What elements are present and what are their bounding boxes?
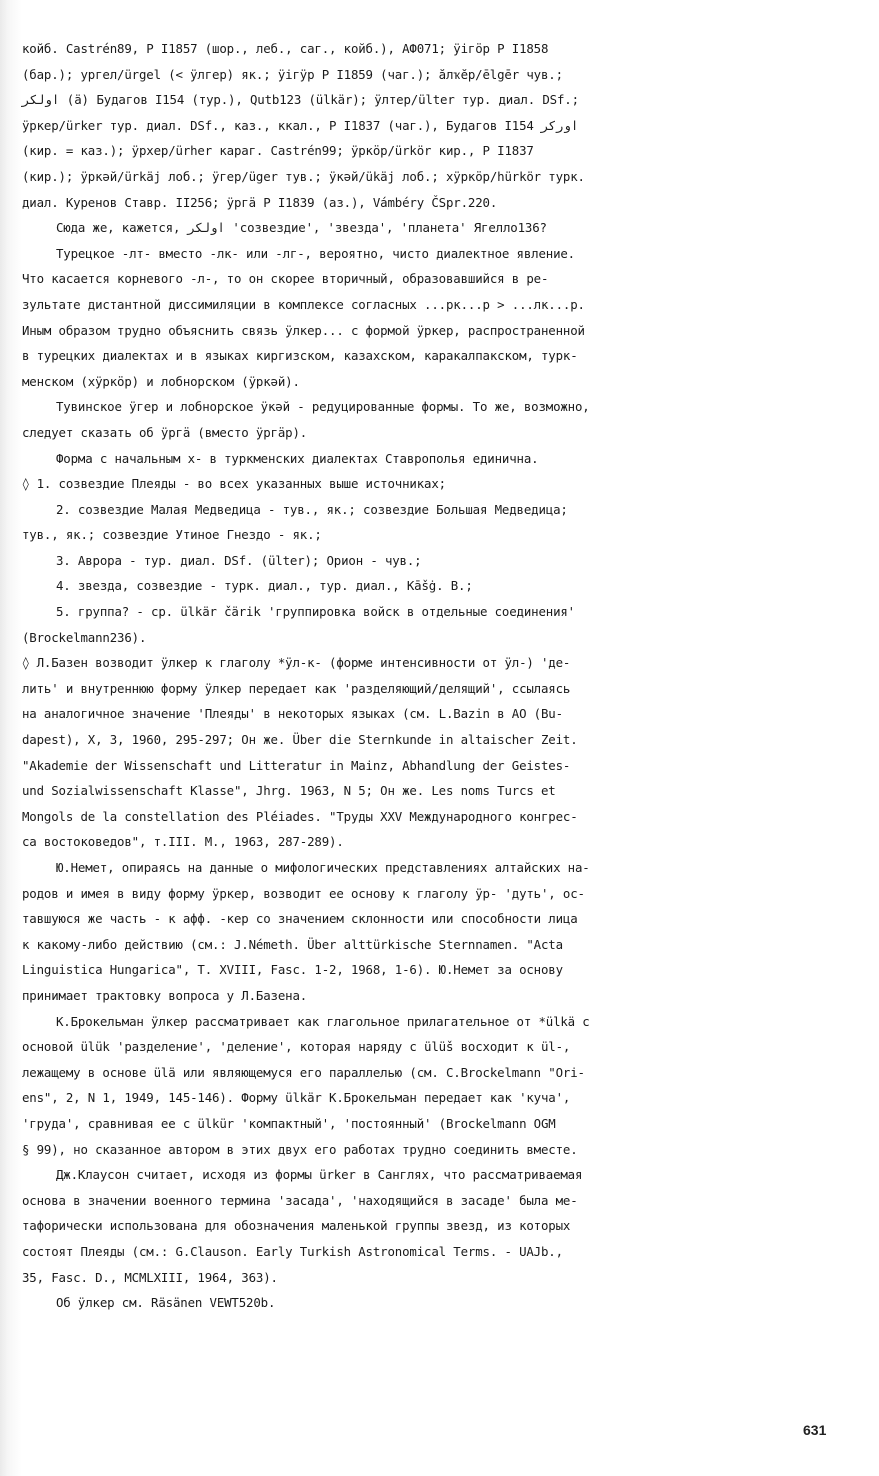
- text-line: принимает трактовку вопроса у Л.Базена.: [22, 987, 308, 1003]
- text-line: ◊ Л.Базен возводит ӱлкер к глаголу *ӱл-к- (форме интенсивности от ӱл-) 'де-: [22, 655, 571, 671]
- text-line: 4. звезда, созвездие - турк. диал., тур. диал., Kāšġ. В.;: [56, 578, 473, 594]
- paragraph: [22, 446, 834, 472]
- paragraph: [22, 1009, 834, 1163]
- text-line: родов и имея в виду форму ӱркер, возводит ее основу к глаголу ӱр- 'дуть', ос-: [22, 885, 585, 901]
- text-line: und Sozialwissenschaft Klasse", Jhrg. 1963, N 5; Он же. Les noms Turcs et: [22, 783, 556, 799]
- document-page: [22, 36, 834, 1316]
- paragraph: [22, 215, 834, 241]
- text-line: са востоковедов", т.III. М., 1963, 287-289).: [22, 834, 344, 850]
- text-line: 5. группа? - ср. ülkär čärik 'группировка войск в отдельные соединения': [56, 604, 575, 620]
- text-line: Linguistica Hungarica", T. XVIII, Fasc. 1-2, 1968, 1-6). Ю.Немет за основу: [22, 962, 563, 978]
- text-line: "Akademie der Wissenschaft und Litteratur in Mainz, Abhandlung der Geistes-: [22, 757, 571, 773]
- text-line: тув., як.; созвездие Утиное Гнездо - як.;: [22, 527, 322, 543]
- text-line: Об ӱлкер см. Räsänen VEWT520b.: [56, 1295, 276, 1311]
- text-line: следует сказать об ӱргӓ (вместо ӱргӓр).: [22, 424, 308, 440]
- paragraph: [22, 548, 834, 574]
- text-line: § 99), но сказанное автором в этих двух его работах трудно соединить вместе.: [22, 1141, 578, 1157]
- text-line: Иным образом трудно объяснить связь ӱлкер... с формой ӱркер, распространенной: [22, 322, 585, 338]
- text-line: dapest), X, 3, 1960, 295-297; Он же. Über die Sternkunde in altaischer Zeit.: [22, 732, 578, 748]
- text-line: (кир.); ӱркәй/ürkäj лоб.; ӱгер/üger тув.; ӱкәй/ükäj лоб.; хӱркӧр/hürkör турк.: [22, 168, 585, 184]
- text-line: лежащему в основе ülä или являющемуся его параллелью (см. C.Brockelmann "Ori-: [22, 1064, 585, 1080]
- text-line: 2. созвездие Малая Медведица - тув., як.; созвездие Большая Медведица;: [56, 501, 568, 517]
- paragraph: [22, 573, 834, 599]
- paragraph: [22, 650, 834, 855]
- paragraph: [22, 1162, 834, 1290]
- text-line: койб. Castrén89, Р I1857 (шор., леб., саг., койб.), АФ071; ӱігӧр Р I1858: [22, 41, 549, 56]
- text-line: зультате дистантной диссимиляции в комплексе согласных ...рк...р > ...лк...р.: [22, 296, 585, 312]
- paragraph: [22, 497, 834, 548]
- text-line: Тувинское ӱгер и лобнорское ӱкәй - редуцированные формы. То же, возможно,: [56, 399, 590, 415]
- text-line: اولکر (ä) Будагов I154 (тур.), Qutb123 (ülkär); ӱлтер/ülter тур. диал. DSf.;: [22, 92, 579, 108]
- text-line: на аналогичное значение 'Плеяды' в некоторых языках (см. L.Bazin в AO (Bu-: [22, 706, 563, 722]
- paragraph: [22, 1290, 834, 1316]
- text-line: основа в значении военного термина 'засада', 'находящийся в засаде' была ме-: [22, 1192, 578, 1208]
- paragraph: [22, 471, 834, 497]
- text-line: Mongols de la constellation des Pléiades. "Труды XXV Международного конгрес-: [22, 808, 578, 824]
- text-line: 35, Fasc. D., MCMLXIII, 1964, 363).: [22, 1269, 278, 1285]
- page-number: 631: [803, 1422, 827, 1438]
- text-line: ens", 2, N 1, 1949, 145-146). Форму ülkär К.Брокельман передает как 'куча',: [22, 1090, 571, 1106]
- text-line: Ю.Немет, опираясь на данные о мифологических представлениях алтайских на-: [56, 860, 590, 875]
- text-line: основой ülük 'разделение', 'деление', которая наряду с ülüš восходит к ül-,: [22, 1039, 571, 1055]
- text-line: Дж.Клаусон считает, исходя из формы ürker в Санглях, что рассматриваемая: [56, 1167, 583, 1183]
- text-line: Форма с начальным х- в туркменских диалектах Ставрополья единична.: [56, 450, 539, 466]
- text-line: ◊ 1. созвездие Плеяды - во всех указанных выше источниках;: [22, 476, 446, 492]
- text-line: лить' и внутреннюю форму ӱлкер передает как 'разделяющий/делящий', ссылаясь: [22, 680, 571, 696]
- text-line: тавшуюся же часть - к афф. -кер со значением склонности или способности лица: [22, 911, 578, 927]
- text-line: тафорически использована для обозначения маленькой группы звезд, из которых: [22, 1218, 571, 1234]
- text-line: 3. Аврора - тур. диал. DSf. (ülter); Орион - чув.;: [56, 552, 422, 568]
- text-line: К.Брокельман ӱлкер рассматривает как глагольное прилагательное от *ülkä с: [56, 1013, 590, 1029]
- text-line: в турецких диалектах и в языках киргизском, казахском, каракалпакском, турк-: [22, 348, 578, 364]
- text-line: 'груда', сравнивая ее с ülkür 'компактный', 'постоянный' (Brockelmann OGM: [22, 1115, 556, 1131]
- text-line: (Brockelmann236).: [22, 629, 147, 645]
- paragraph: [22, 241, 834, 395]
- paragraph: [22, 394, 834, 445]
- text-line: менском (хӱркӧр) и лобнорском (ӱркәй).: [22, 373, 300, 389]
- text-line: (бар.); ургел/ürgel (< ӱлгер) як.; ӱігӱр Р I1859 (чаг.); ӑлҡӗр/ēlgēr чув.;: [22, 66, 563, 82]
- text-line: (кир. = каз.); ӱрхер/ürher караг. Castrén99; ӱркӧр/ürkör кир., Р I1837: [22, 143, 534, 159]
- paragraph: [22, 599, 834, 650]
- text-line: Сюда же, кажется, اولکر 'созвездие', 'звезда', 'планета' Ягелло136?: [56, 220, 547, 236]
- paragraph: [22, 855, 834, 1009]
- scan-left-edge: [0, 0, 22, 1476]
- text-line: к какому-либо действию (см.: J.Németh. Über alttürkische Sternnamen. "Acta: [22, 936, 563, 952]
- entry-text-body: [22, 36, 834, 1316]
- text-line: состоят Плеяды (см.: G.Clauson. Early Turkish Astronomical Terms. - UAJb.,: [22, 1243, 563, 1259]
- text-line: Турецкое -лт- вместо -лк- или -лг-, вероятно, чисто диалектное явление.: [56, 245, 575, 261]
- paragraph: [22, 36, 834, 215]
- text-line: диал. Куренов Ставр. II256; ӱргӓ Р I1839 (аз.), Vámbéry ČSpr.220.: [22, 194, 498, 210]
- text-line: ӱркер/ürker тур. диал. DSf., каз., ккал., Р I1837 (чаг.), Будагов I154 اورکر: [22, 117, 579, 133]
- text-line: Что касается корневого -л-, то он скорее вторичный, образовавшийся в ре-: [22, 271, 549, 287]
